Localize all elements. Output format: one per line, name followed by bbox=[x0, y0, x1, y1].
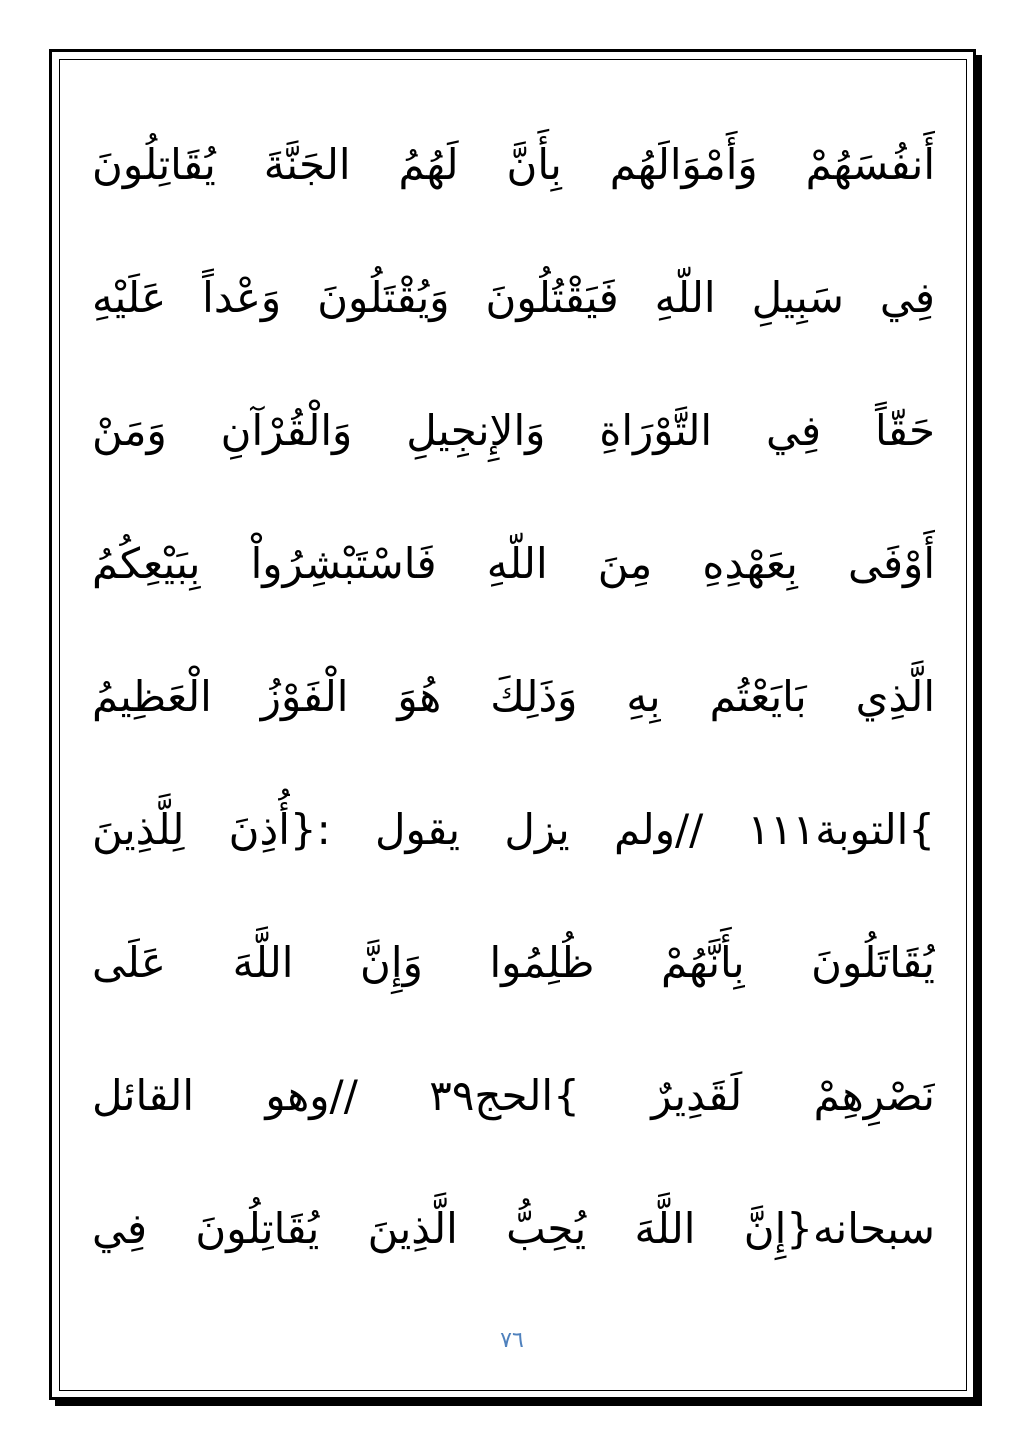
page-number: ٧٦ bbox=[500, 1328, 524, 1353]
text-line: نَصْرِهِمْ لَقَدِيرٌ }الحج٣٩ //وهو القائل bbox=[92, 1071, 935, 1120]
text-line: الَّذِي بَايَعْتُم بِهِ وَذَلِكَ هُوَ الْفَوْزُ الْعَظِيمُ bbox=[92, 672, 935, 721]
text-line: }التوبة١١١ //ولم يزل يقول :{أُذِنَ لِلَّذِينَ bbox=[92, 805, 935, 854]
text-line: سبحانه{إِنَّ اللَّهَ يُحِبُّ الَّذِينَ يُقَاتِلُونَ فِي bbox=[92, 1204, 935, 1253]
text-line: فِي سَبِيلِ اللّهِ فَيَقْتُلُونَ وَيُقْتَلُونَ وَعْداً عَلَيْهِ bbox=[92, 273, 935, 322]
text-line: حَقّاً فِي التَّوْرَاةِ وَالإِنجِيلِ وَالْقُرْآنِ وَمَنْ bbox=[92, 406, 935, 455]
text-line: يُقَاتَلُونَ بِأَنَّهُمْ ظُلِمُوا وَإِنَّ اللَّهَ عَلَى bbox=[92, 938, 935, 987]
text-line: أَنفُسَهُمْ وَأَمْوَالَهُم بِأَنَّ لَهُمُ الجَنَّةَ يُقَاتِلُونَ bbox=[92, 140, 935, 189]
page-body-text bbox=[92, 98, 935, 1295]
text-line: أَوْفَى بِعَهْدِهِ مِنَ اللّهِ فَاسْتَبْشِرُواْ بِبَيْعِكُمُ bbox=[92, 539, 935, 588]
